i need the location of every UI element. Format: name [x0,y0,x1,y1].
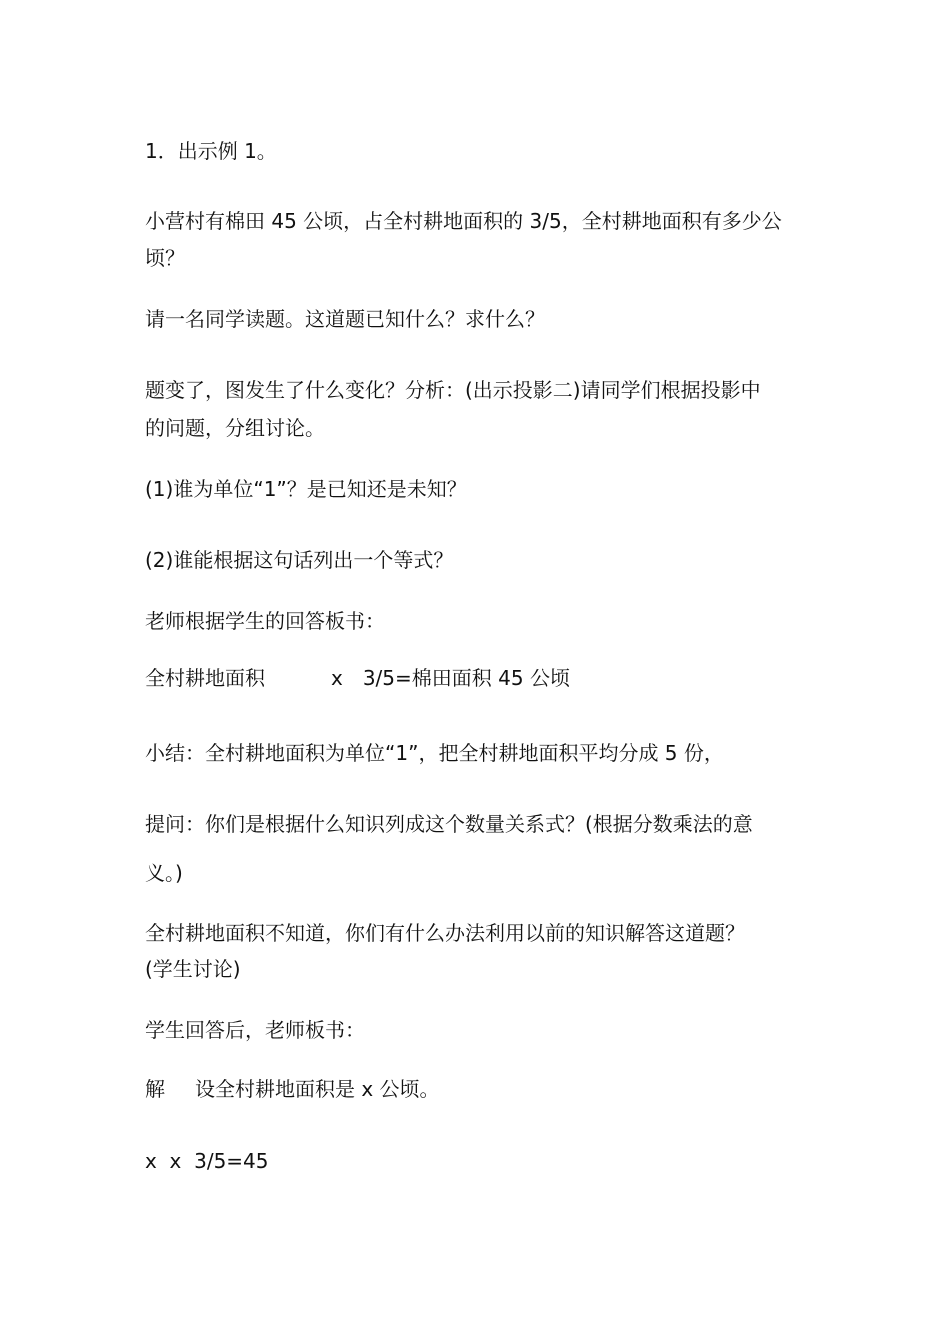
equation-line: x x 3/5=45 [145,1149,269,1173]
read-question-prompt: 请一名同学读题。这道题已知什么？求什么？ [145,307,545,331]
problem-line-1: 小营村有棉田 45 公顷，占全村耕地面积的 3/5，全村耕地面积有多少公 [145,209,782,233]
question-2: (2)谁能根据这句话列出一个等式？ [145,548,454,572]
question-line-1: 提问：你们是根据什么知识列成这个数量关系式？(根据分数乘法的意 [145,812,753,836]
relation-line [145,660,825,696]
question-1: (1)谁为单位“1”？是已知还是未知？ [145,477,467,501]
solve-line [145,1071,825,1107]
unknown-line-2: (学生讨论) [145,957,241,981]
relation-left: 全村耕地面积 [145,666,265,690]
after-answer-note: 学生回答后，老师板书： [145,1018,365,1042]
problem-line-2: 顷？ [145,246,185,270]
solve-label: 解 [145,1077,165,1101]
example-heading: 1．出示例 1。 [145,139,277,163]
analysis-line-1: 题变了，图发生了什么变化？分析：(出示投影二)请同学们根据投影中 [145,378,761,402]
unknown-line-1: 全村耕地面积不知道，你们有什么办法利用以前的知识解答这道题？ [145,921,745,945]
analysis-line-2: 的问题，分组讨论。 [145,416,325,440]
solve-text: 设全村耕地面积是 x 公顷。 [195,1077,440,1101]
summary-line: 小结：全村耕地面积为单位“1”，把全村耕地面积平均分成 5 份， [145,741,724,765]
relation-right: x 3/5=棉田面积 45 公顷 [331,666,570,690]
teacher-writes-note: 老师根据学生的回答板书： [145,609,385,633]
question-line-2: 义。) [145,861,183,885]
